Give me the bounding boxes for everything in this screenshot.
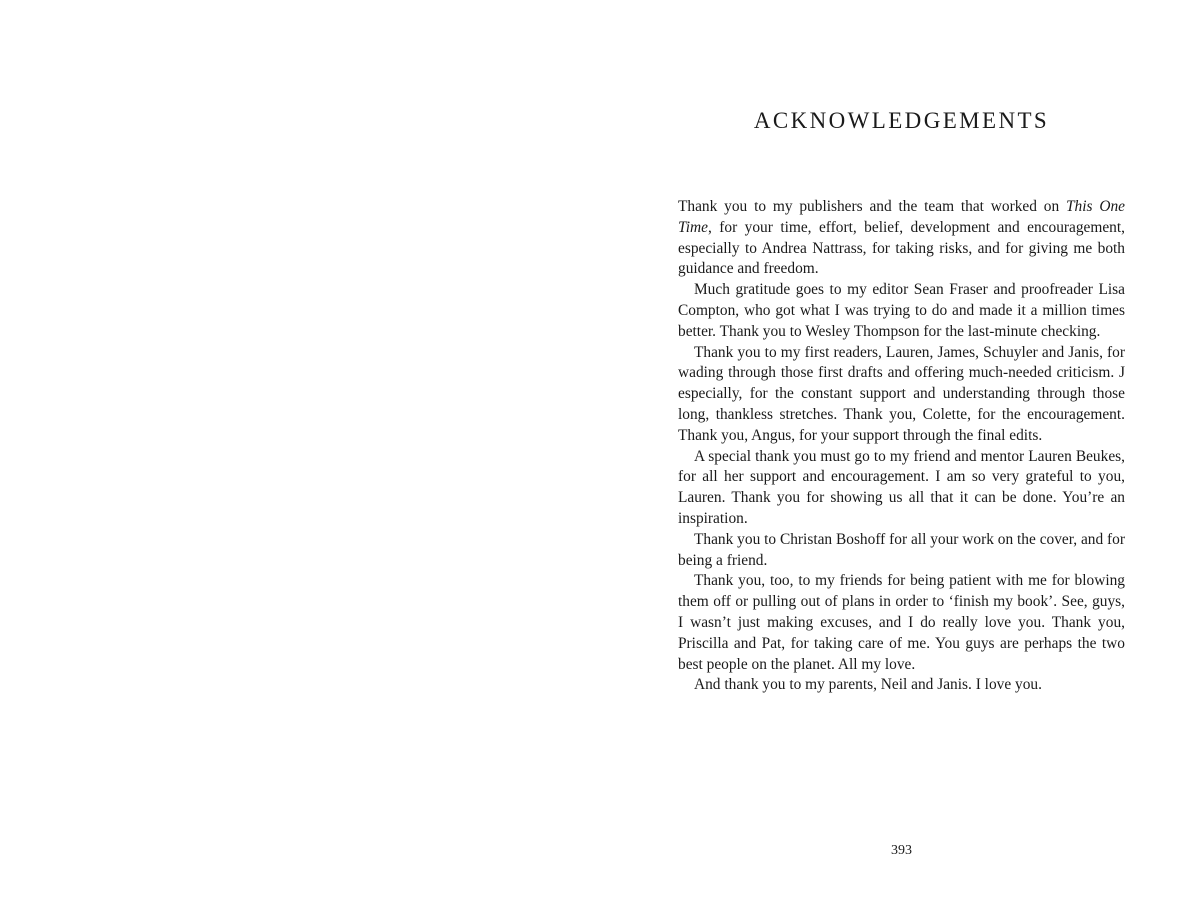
paragraph-2: Much gratitude goes to my editor Sean Fraser and proofreader Lisa Compton, who got what I was trying to do and made it a million times better. Thank you to Wesley Thompson for the last-minute checking. [678,281,1125,340]
paragraph-3: Thank you to my first readers, Lauren, James, Schuyler and Janis, for wading through those first drafts and offering much-needed criticism. J especially, for the constant support and understanding through those long, thankless stretches. Thank you, Colette, for the encouragement. Thank you, Angus, for your support through the final edits. [678,343,1125,444]
page-number: 393 [891,843,912,858]
book-title-italic: This One Time [678,198,1125,236]
paragraph-7: And thank you to my parents, Neil and Janis. I love you. [694,676,1042,694]
paragraph-1-lead: Thank you to my publishers and the team that worked on [678,198,1066,215]
chapter-heading: ACKNOWLEDGEMENTS [753,108,1050,133]
paragraph-6: Thank you, too, to my friends for being patient with me for blowing them off or pulling out of plans in order to ‘finish my book’. See, guys, I wasn’t just making excuses, and I do really love you. Thank you, Priscilla and Pat, for taking care of me. You guys are perhaps the two best people on the planet. All my love. [678,572,1125,673]
paragraph-1 [678,197,1125,280]
paragraph-1-rest: , for your time, effort, belief, development and encouragement, especially to Andrea Nattrass, for taking risks, and for giving me both guidance and freedom. [678,218,1125,278]
paragraph-4: A special thank you must go to my friend and mentor Lauren Beukes, for all her support and encouragement. I am so very grateful to you, Lauren. Thank you for showing us all that it can be done. You’re an inspiration. [678,447,1125,527]
paragraph-5: Thank you to Christan Boshoff for all your work on the cover, and for being a friend. [678,530,1125,569]
right-page [600,0,1200,917]
acknowledgements-body [678,197,1125,696]
